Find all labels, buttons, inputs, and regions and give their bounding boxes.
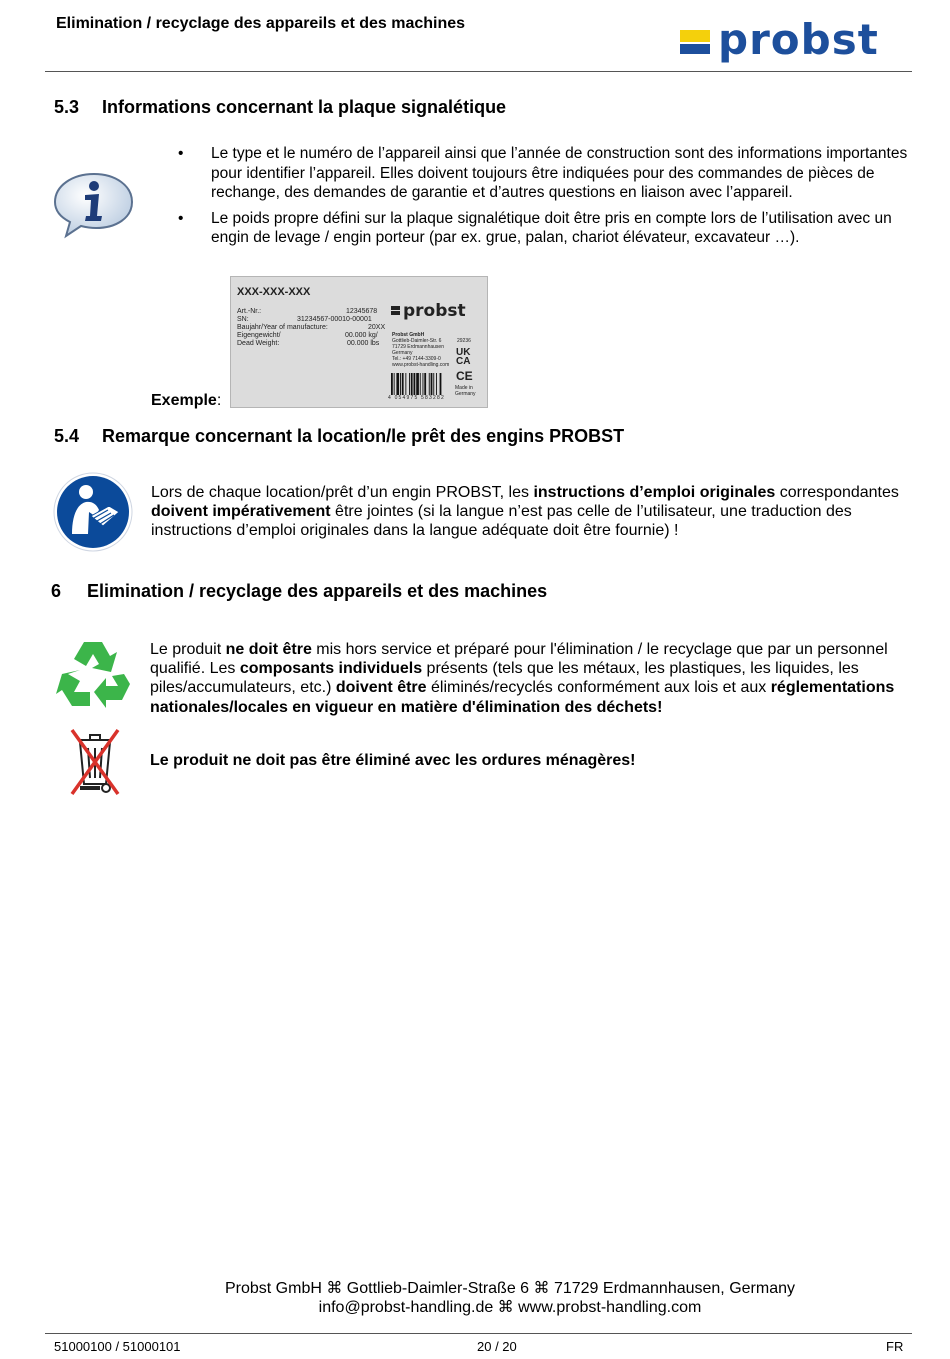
plate-weight-value: 00.000 kg/ <box>345 332 378 339</box>
probst-logo-text: probst <box>718 20 879 64</box>
barcode-bar <box>405 373 406 395</box>
household-waste-warning: Le produit ne doit pas être éliminé avec les ordures ménagères! <box>150 752 636 769</box>
ukca-mark: CA <box>456 356 471 367</box>
barcode-bar <box>423 373 424 395</box>
plate-made-in: Germany <box>455 391 476 397</box>
plate-art-label: Art.-Nr.: <box>237 308 262 315</box>
plate-logo-mark <box>391 311 400 315</box>
ukca-mark: UK <box>456 347 471 358</box>
barcode-bar <box>394 373 395 395</box>
page-number: 20 / 20 <box>477 1339 517 1354</box>
plate-sn-value: 31234567-00010-00001 <box>297 316 372 323</box>
barcode-bar <box>436 373 437 395</box>
barcode-bar <box>414 373 416 395</box>
section-5-3-heading <box>54 97 506 118</box>
plate-logo-text: probst <box>403 301 466 321</box>
plate-code: 29236 <box>457 338 471 344</box>
nameplate-bullet-list <box>178 144 918 254</box>
barcode-bar <box>402 373 404 395</box>
recycle-icon <box>56 638 132 710</box>
plate-country: Germany <box>392 350 413 356</box>
footer-divider <box>45 1333 912 1334</box>
list-item: • Le poids propre défini sur la plaque signalétique doit être pris en compte lors de l’utilisation avec un engin de levage / engin porteur (par ex. grue, palan, chariot élévateur, excavateur …). <box>178 209 892 246</box>
barcode-bar <box>440 373 442 395</box>
probst-logo <box>680 20 905 68</box>
plate-web: www.probst-handling.com <box>392 362 450 368</box>
barcode-bar <box>431 373 433 395</box>
barcode-bar <box>420 373 421 395</box>
plate-year-label: Baujahr/Year of manufacture: <box>237 324 328 331</box>
section-title: Remarque concernant la location/le prêt des engins PROBST <box>102 426 625 446</box>
language-code: FR <box>886 1339 904 1354</box>
plate-weight-label: Dead Weight: <box>237 340 280 347</box>
barcode-bar <box>433 373 434 395</box>
barcode-bar <box>409 373 410 395</box>
barcode-bar <box>424 373 426 395</box>
plate-tel: Tel.: +49 7144-3309-0 <box>392 356 441 362</box>
example-label: Exemple: <box>151 392 222 409</box>
plate-city: 71729 Erdmannhausen <box>392 344 444 350</box>
footer-address-line1: Probst GmbH ⌘ Gottlieb-Daimler-Straße 6 ⌘ 71729 Erdmannhausen, Germany <box>224 1280 795 1297</box>
header-divider <box>45 71 912 72</box>
plate-model: XXX-XXX-XXX <box>237 286 311 298</box>
section-number: 6 <box>51 581 62 601</box>
barcode-bar <box>400 373 401 395</box>
section-6-heading <box>51 581 547 602</box>
plate-street: Gottlieb-Daimler-Str. 6 <box>392 338 442 344</box>
plate-sn-label: SN: <box>237 316 249 323</box>
plate-weight-label: Eigengewicht/ <box>237 332 281 339</box>
plate-art-value: 12345678 <box>346 308 378 315</box>
list-item: • Le type et le numéro de l’appareil ainsi que l’année de construction sont des informations importantes pour identifier l’appareil. Elles doivent toujours être indiquées pour des commandes de pièces de rechange, des demandes de garantie et d’autres questions en liaison avec l’appareil. <box>178 145 908 201</box>
barcode-bar <box>391 373 393 395</box>
section-number: 5.3 <box>54 97 80 117</box>
ce-mark: CE <box>456 369 473 383</box>
disposal-instructions: Le produit ne doit être mis hors service et préparé pour l'élimination / le recyclage que par un personnel qualifié. Les composants individuels présents (tels que les métaux, les plastiques, les liquides, les piles/accumulateurs, etc.) doivent être éliminés/recyclés conformément aux lois et aux réglementations nationales/locales en vigueur en matière d'élimination des déchets! <box>150 641 895 716</box>
section-5-4-heading <box>54 426 624 447</box>
doc-number: 51000100 / 51000101 <box>54 1339 181 1354</box>
barcode-bar <box>429 373 430 395</box>
rental-note: Lors de chaque location/prêt d’un engin PROBST, les instructions d’emploi originales correspondantes doivent impérativement être jointes (si la langue n’est pas celle de l’utilisateur, une traduction des instructions d’emploi originales dans la langue adéquate doit être fournie) ! <box>151 484 899 540</box>
crossed-out-bin-icon <box>68 726 122 796</box>
section-number: 5.4 <box>54 426 80 446</box>
footer-address-line2: info@probst-handling.de ⌘ www.probst-handling.com <box>318 1299 702 1316</box>
plate-year-value: 20XX <box>368 324 386 331</box>
section-title: Elimination / recyclage des appareils et des machines <box>87 581 548 601</box>
plate-made-in: Made in <box>455 385 473 391</box>
plate-weight-value: 00.000 lbs <box>347 340 380 347</box>
barcode-bar <box>416 373 419 395</box>
plate-logo-mark <box>391 306 400 310</box>
barcode-bar <box>411 373 413 395</box>
header-title: Elimination / recyclage des appareils et des machines <box>56 15 466 32</box>
plate-company: Probst GmbH <box>392 332 425 338</box>
nameplate-example <box>230 276 488 408</box>
barcode-bar <box>396 373 399 395</box>
barcode <box>391 373 453 395</box>
read-manual-icon <box>53 472 133 552</box>
section-title: Informations concernant la plaque signalétique <box>102 97 507 117</box>
info-speech-bubble-icon <box>52 170 136 240</box>
barcode-digits: 4 054975 583282 <box>388 395 445 401</box>
